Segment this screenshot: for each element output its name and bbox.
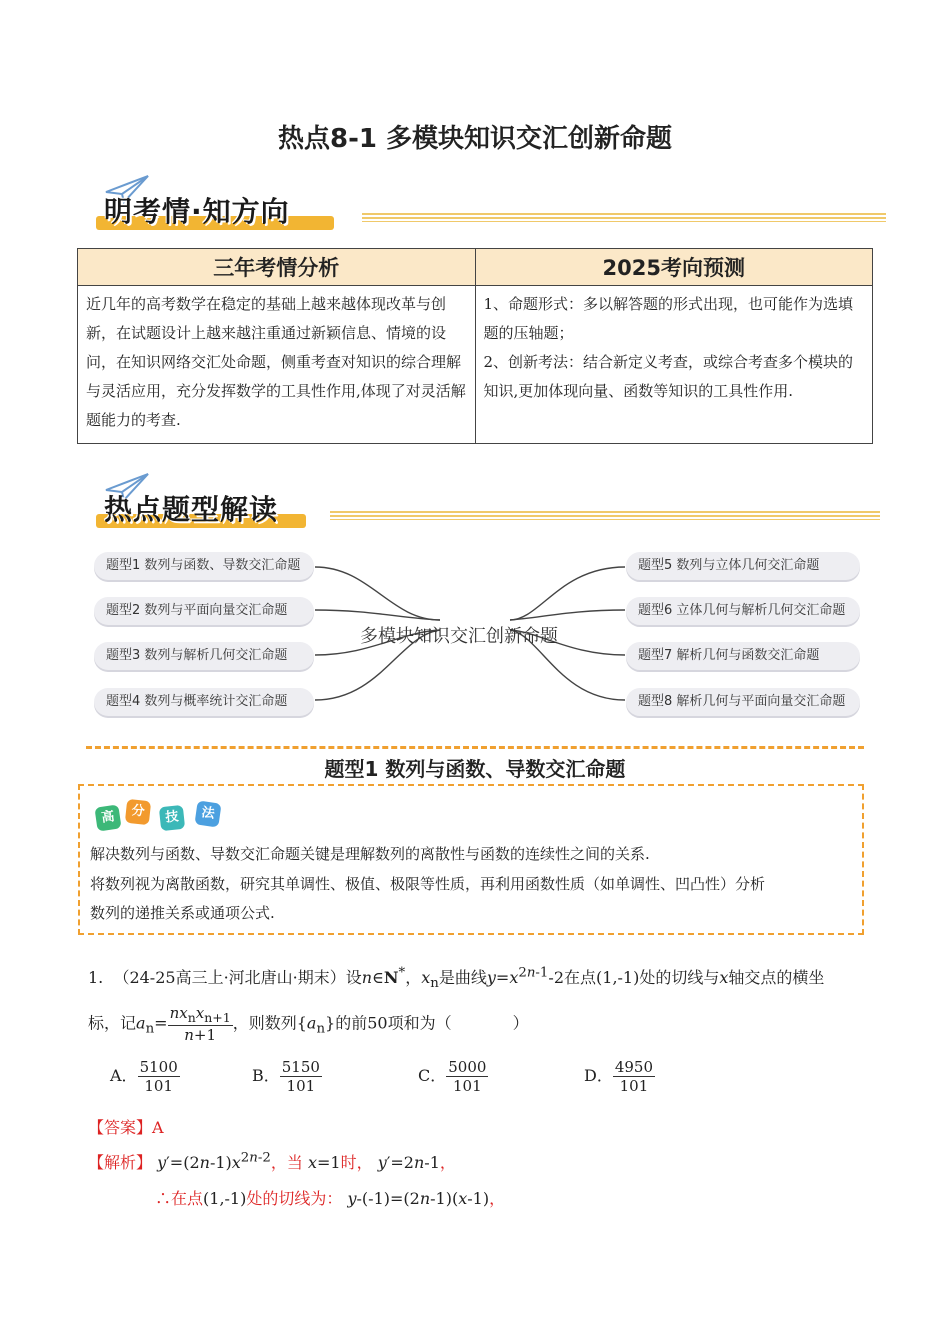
mindmap-item: 题型3 数列与解析几何交汇命题 — [94, 642, 314, 670]
banner-label: 热点题型解读 — [104, 493, 279, 526]
forecast-item-2: 2、创新考法：结合新定义考查，或综合考查多个模块的知识,更加体现向量、函数等知识的工具性作用. — [483, 353, 854, 400]
section-title: 题型1 数列与函数、导数交汇命题 — [324, 757, 626, 781]
option-d[interactable] — [584, 1058, 655, 1095]
answer-label: 【答案】 — [88, 1118, 153, 1137]
tip-tile: 高 — [94, 804, 121, 831]
option-label: A． — [110, 1066, 138, 1085]
mindmap-item: 题型4 数列与概率统计交汇命题 — [94, 688, 314, 716]
analysis-text: ，当 — [270, 1153, 303, 1172]
option-numerator: 5100 — [139, 1058, 178, 1076]
formula-fraction: $\frac{nx_nx_{n+1}}{n+1}$ — [169, 1004, 231, 1044]
tip-tile: 法 — [194, 800, 221, 827]
table-header-forecast: 2025考向预测 — [475, 249, 873, 286]
option-c[interactable] — [418, 1058, 488, 1095]
tips-box — [78, 784, 864, 935]
banner-label: 明考情·知方向 — [104, 195, 290, 228]
option-b[interactable] — [252, 1058, 322, 1095]
option-label: B． — [252, 1066, 280, 1085]
tip-line: 解决数列与函数、导数交汇命题关键是理解数列的离散性与函数的连续性之间的关系. — [90, 845, 650, 863]
forecast-cell — [475, 286, 873, 444]
question-text: 在点 — [564, 968, 597, 987]
question-text: 轴交点的横坐 — [728, 968, 825, 987]
mindmap-item: 题型1 数列与函数、导数交汇命题 — [94, 552, 314, 580]
exam-analysis-table — [77, 248, 873, 444]
question-text: 处的切线与 — [639, 968, 720, 987]
tip-tile: 分 — [125, 799, 151, 825]
forecast-item-1: 1、命题形式：多以解答题的形式出现，也可能作为选填题的压轴题； — [483, 295, 854, 342]
question-number: 1. — [88, 968, 104, 987]
analysis-line-1: 【解析】 $y'=(2n-1)x^{2n-2}$，当 x=1时， y′=2n-1， — [88, 1150, 456, 1172]
question-text: 是曲线 — [438, 968, 487, 987]
question-text: ） — [512, 1013, 529, 1033]
answer-value: A — [152, 1118, 164, 1137]
option-denominator: 101 — [619, 1077, 649, 1095]
option-numerator: 5150 — [281, 1058, 320, 1076]
question-line-2: 标，记$a_n=$ $\frac{nx_nx_{n+1}}{n+1}$ ，则数列$\{a_n\}$的前50项和为（ ） — [88, 1004, 529, 1044]
option-numerator: 4950 — [614, 1058, 654, 1076]
divider — [86, 746, 864, 749]
tip-tile: 技 — [159, 805, 185, 831]
mindmap-item: 题型6 立体几何与解析几何交汇命题 — [626, 597, 860, 625]
mindmap-center: 多模块知识交汇创新命题 — [360, 626, 558, 647]
option-denominator: 101 — [453, 1077, 482, 1095]
option-denominator: 101 — [286, 1077, 316, 1095]
analysis-text: 处的切线为： — [246, 1189, 343, 1208]
question-line-1: 1. （24-25高三上·河北唐山·期末）设n∈N*，$x_n$是曲线$y=x^{2n-1}-2$在点(1,-1)处的切线与x轴交点的横坐 — [88, 965, 825, 992]
mindmap-item: 题型2 数列与平面向量交汇命题 — [94, 597, 314, 625]
analysis-label: 【解析】 — [88, 1153, 153, 1172]
tip-line: 数列的递推关系或通项公式. — [90, 904, 275, 922]
page-title: 热点8-1 多模块知识交汇创新命题 — [277, 124, 673, 154]
question-text: ，则数列 — [232, 1013, 297, 1033]
analysis-text: ∴在点 — [155, 1189, 204, 1208]
question-source: （24-25高三上·河北唐山·期末）设 — [113, 968, 362, 987]
mindmap-item: 题型8 解析几何与平面向量交汇命题 — [626, 688, 860, 716]
mindmap-item: 题型5 数列与立体几何交汇命题 — [626, 552, 860, 580]
option-a[interactable] — [110, 1058, 180, 1095]
analysis-cell: 近几年的高考数学在稳定的基础上越来越体现改革与创新，在试题设计上越来越注重通过新颖信息、情境的设问，在知识网络交汇处命题，侧重考查对知识的综合理解与灵活应用，充分发挥数学的工具性作用,体现了对灵活解题能力的考查. — [78, 286, 476, 444]
section-banner-hot-topics — [86, 472, 880, 534]
section-banner-exam-analysis — [86, 174, 886, 236]
option-denominator: 101 — [144, 1077, 173, 1095]
question-text: 标，记 — [88, 1013, 137, 1033]
tip-line: 将数列视为离散函数，研究其单调性、极值、极限等性质，再利用函数性质（如单调性、凹凸性）分析 — [90, 875, 766, 893]
option-label: D． — [584, 1066, 613, 1085]
table-header-analysis: 三年考情分析 — [78, 249, 476, 286]
analysis-text: 时， — [340, 1153, 373, 1172]
analysis-line-2: ∴在点(1,-1)处的切线为： y-(-1)=(2n-1)(x-1)， — [155, 1189, 506, 1208]
option-label: C． — [418, 1066, 447, 1085]
question-text: 的前50项和为（ — [335, 1013, 452, 1033]
answer-line — [88, 1115, 164, 1138]
option-numerator: 5000 — [448, 1058, 487, 1076]
mindmap-item: 题型7 解析几何与函数交汇命题 — [626, 642, 860, 670]
